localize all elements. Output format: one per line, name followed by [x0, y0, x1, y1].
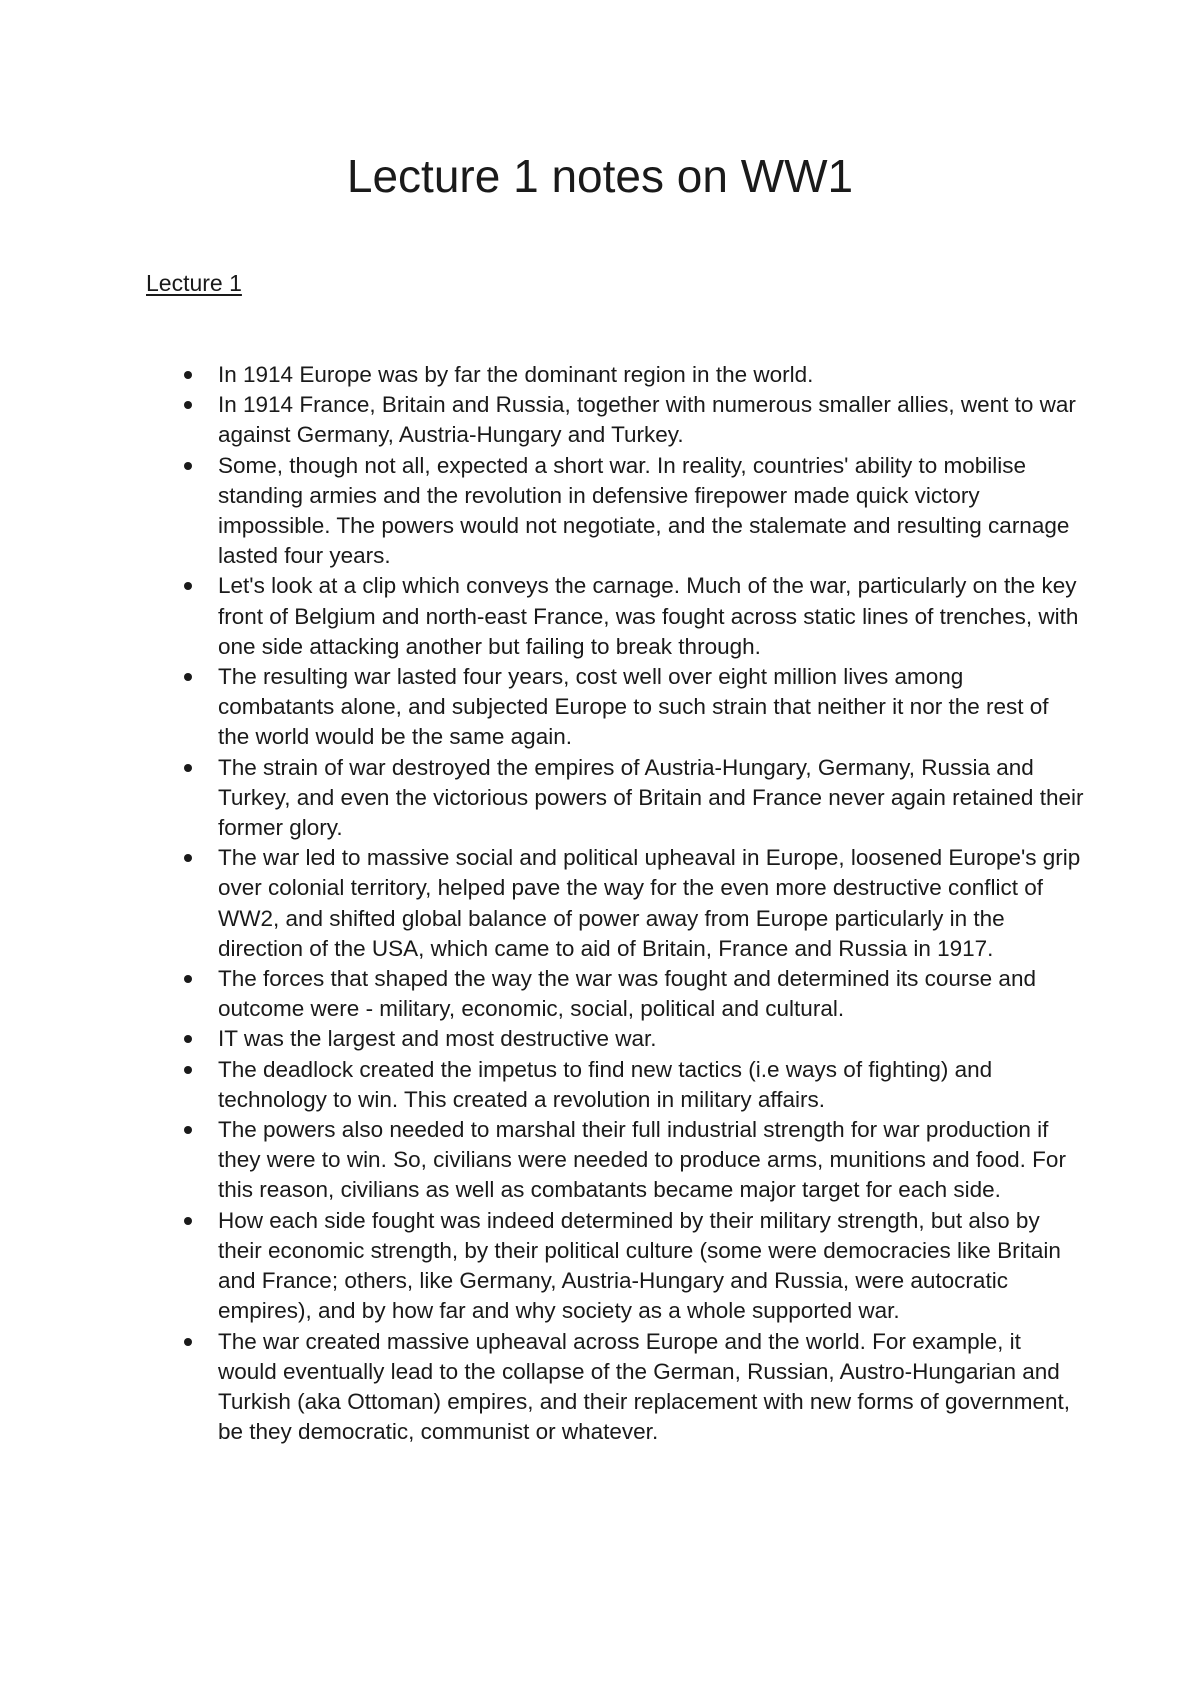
bullet-icon	[184, 401, 192, 409]
bullet-icon	[184, 1066, 192, 1074]
list-item-text: In 1914 Europe was by far the dominant region in the world.	[218, 362, 814, 387]
document-title: Lecture 1 notes on WW1	[346, 150, 854, 202]
list-item-text: The deadlock created the impetus to find new tactics (i.e ways of fighting) and technology to win. This created a revolution in military affairs.	[218, 1056, 993, 1112]
list-item	[184, 1115, 1084, 1206]
list-item	[184, 662, 1084, 753]
list-item-text: Let's look at a clip which conveys the carnage. Much of the war, particularly on the key front of Belgium and north-east France, was fought across static lines of trenches, with one side attacking another but failing to break through.	[218, 573, 1079, 659]
bullet-icon	[184, 854, 192, 862]
bullet-list	[184, 360, 1084, 1447]
bullet-icon	[184, 673, 192, 681]
list-item-text: The forces that shaped the way the war was fought and determined its course and outcome were - military, economic, social, political and cultural.	[218, 966, 1036, 1022]
bullet-icon	[184, 462, 192, 470]
bullet-icon	[184, 1035, 192, 1043]
list-item-text: How each side fought was indeed determined by their military strength, but also by their economic strength, by their political culture (some were democracies like Britain and France; others, like Germany, Austria-Hungary and Russia, were autocratic empires), and by how far and why society as a whole supported war.	[218, 1207, 1061, 1324]
bullet-icon	[184, 975, 192, 983]
bullet-icon	[184, 1338, 192, 1346]
list-item	[184, 1024, 1084, 1054]
bullet-icon	[184, 1217, 192, 1225]
bullet-icon	[184, 1126, 192, 1134]
list-item	[184, 571, 1084, 662]
list-item-text: In 1914 France, Britain and Russia, together with numerous smaller allies, went to war against Germany, Austria-Hungary and Turkey.	[218, 392, 1076, 448]
list-item-text: The war created massive upheaval across Europe and the world. For example, it would eventually lead to the collapse of the German, Russian, Austro-Hungarian and Turkish (aka Ottoman) empires, and their replacement with new forms of government, be they democratic, communist or whatever.	[218, 1328, 1071, 1445]
list-item-text: The war led to massive social and political upheaval in Europe, loosened Europe's grip over colonial territory, helped pave the way for the even more destructive conflict of WW2, and shifted global balance of power away from Europe particularly in the direction of the USA, which came to aid of Britain, France and Russia in 1917.	[218, 845, 1081, 961]
list-item-text: IT was the largest and most destructive war.	[218, 1026, 657, 1052]
list-item-text: The resulting war lasted four years, cost well over eight million lives among combatants alone, and subjected Europe to such strain that neither it nor the rest of the world would be the same again.	[218, 664, 1049, 750]
list-item	[184, 843, 1084, 964]
list-item-text: Some, though not all, expected a short war. In reality, countries' ability to mobilise standing armies and the revolution in defensive firepower made quick victory impossible. The powers would not negotiate, and the stalemate and resulting carnage lasted four years.	[218, 452, 1070, 569]
bullet-icon	[184, 764, 192, 772]
bullet-icon	[184, 582, 192, 590]
list-item	[184, 1055, 1084, 1115]
list-item-text: The strain of war destroyed the empires of Austria-Hungary, Germany, Russia and Turkey, and even the victorious powers of Britain and France never again retained their former glory.	[218, 754, 1084, 841]
list-item	[184, 1206, 1084, 1327]
list-item	[184, 390, 1084, 450]
list-item	[184, 753, 1084, 844]
list-item-text: The powers also needed to marshal their full industrial strength for war production if they were to win. So, civilians were needed to produce arms, munitions and food. For this reason, civilians as well as combatants became major target for each side.	[218, 1117, 1066, 1203]
list-item	[184, 1327, 1084, 1448]
bullet-icon	[184, 371, 192, 379]
list-item	[184, 360, 1084, 390]
section-heading: Lecture 1	[146, 270, 242, 296]
list-item	[184, 451, 1084, 572]
list-item	[184, 964, 1084, 1024]
